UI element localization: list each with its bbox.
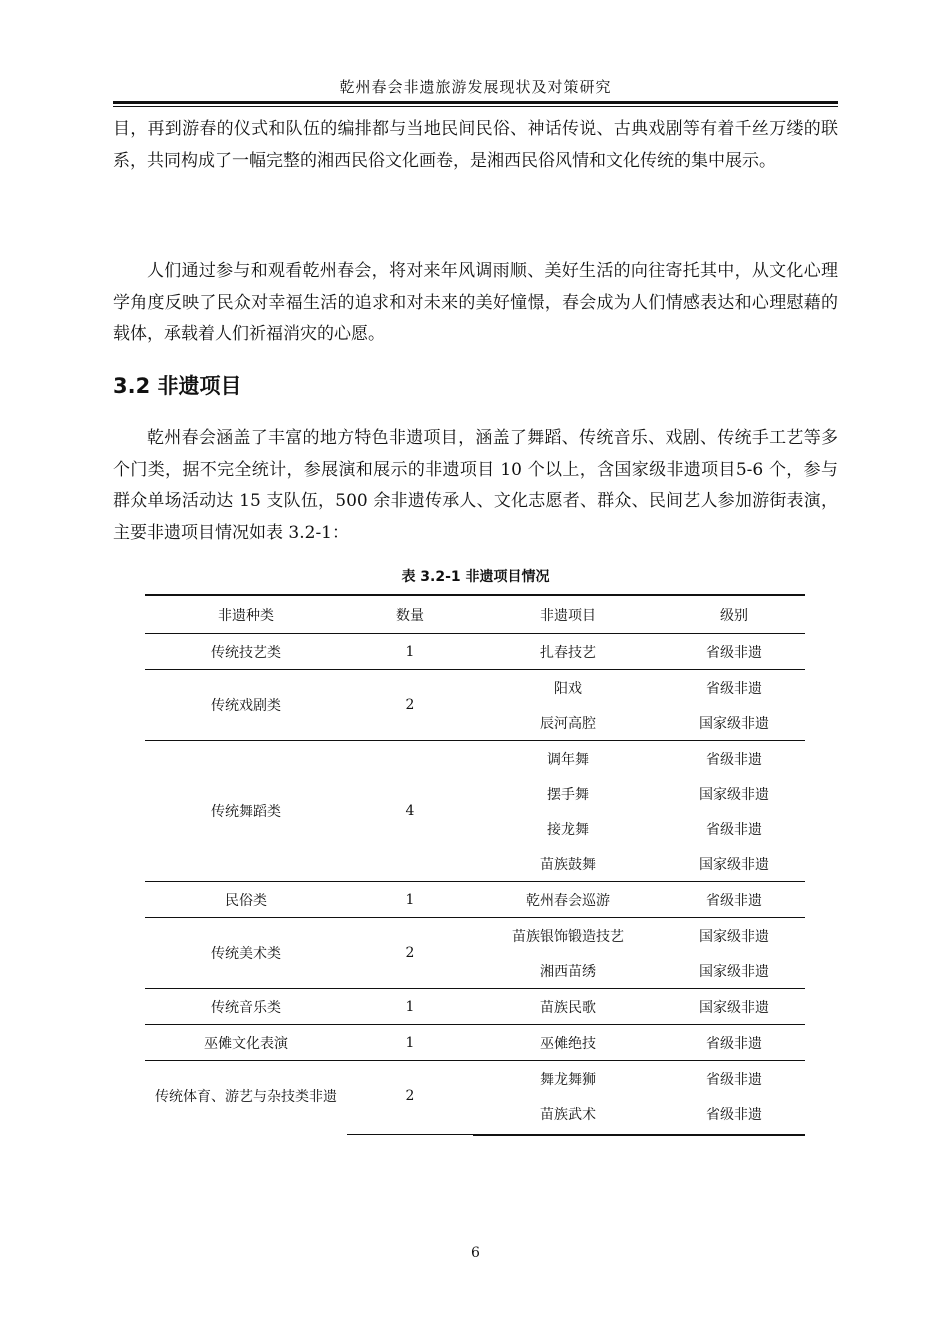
table-bottom-rule-thin	[347, 1134, 473, 1135]
level-cell: 省级非遗	[706, 1071, 762, 1088]
table-row	[145, 634, 805, 670]
table-caption: 表 3.2-1 非遗项目情况	[401, 569, 550, 585]
table-bottom-rule	[473, 1134, 805, 1136]
project-cell: 巫傩绝技	[473, 1025, 663, 1061]
count-cell: 2	[347, 670, 473, 741]
header-project: 非遗项目	[473, 595, 663, 634]
table-row	[145, 741, 805, 777]
category-cell: 传统技艺类	[145, 634, 347, 670]
project-cell: 湘西苗绣	[473, 953, 663, 989]
project-cell: 苗族鼓舞	[473, 846, 663, 882]
project-cell: 阳戏	[554, 680, 582, 697]
level-cell: 国家级非遗	[663, 846, 805, 882]
project-cell: 接龙舞	[547, 821, 589, 838]
heritage-table	[145, 594, 805, 1131]
header-rule-thin	[113, 106, 838, 107]
project-cell: 扎春技艺	[473, 634, 663, 670]
category-cell: 传统音乐类	[145, 989, 347, 1025]
paragraph-heritage-overview: 乾州春会涵盖了丰富的地方特色非遗项目，涵盖了舞蹈、传统音乐、戏剧、传统手工艺等多个门类，据不完全统计，参展演和展示的非遗项目 10 个以上，含国家级非遗项目5-6 个，参与群众单场活动达 15 支队伍，500 余非遗传承人、文化志愿者、群众、民间艺人参加游街表演，主要非遗项目情况如表 3.2-1：	[113, 428, 838, 543]
level-cell: 省级非遗	[706, 1106, 762, 1123]
project-cell: 辰河高腔	[473, 705, 663, 741]
level-cell: 国家级非遗	[663, 989, 805, 1025]
project-cell: 苗族武术	[540, 1106, 596, 1123]
table-row	[145, 882, 805, 918]
count-cell: 1	[347, 989, 473, 1025]
level-cell: 省级非遗	[663, 634, 805, 670]
paragraph-continued: 目，再到游春的仪式和队伍的编排都与当地民间民俗、神话传说、古典戏剧等有着千丝万缕的联系，共同构成了一幅完整的湘西民俗文化画卷，是湘西民俗风情和文化传统的集中展示。	[113, 119, 838, 171]
header-level: 级别	[663, 595, 805, 634]
count-cell: 2	[405, 1088, 415, 1104]
category-cell: 传统美术类	[145, 918, 347, 989]
table-header-row	[145, 595, 805, 634]
header-rule	[113, 101, 838, 104]
category-cell: 巫傩文化表演	[145, 1025, 347, 1061]
section-heading: 3.2 非遗项目	[113, 374, 242, 398]
project-cell: 舞龙舞狮	[540, 1071, 596, 1088]
paragraph-cultural-psychology: 人们通过参与和观看乾州春会，将对来年风调雨顺、美好生活的向往寄托其中，从文化心理学角度反映了民众对幸福生活的追求和对未来的美好憧憬，春会成为人们情感表达和心理慰藉的载体，承载着人们祈福消灾的心愿。	[113, 261, 838, 344]
project-cell: 乾州春会巡游	[473, 882, 663, 918]
category-cell: 传统舞蹈类	[145, 741, 347, 882]
project-cell: 调年舞	[547, 751, 589, 768]
page-number: 6	[471, 1245, 480, 1261]
table-row	[145, 670, 805, 706]
count-cell: 1	[347, 634, 473, 670]
level-cell: 省级非遗	[706, 751, 762, 768]
category-cell: 传统戏剧类	[145, 670, 347, 741]
level-cell: 省级非遗	[706, 821, 762, 838]
table-row	[145, 989, 805, 1025]
table-row	[145, 1025, 805, 1061]
page-header-title: 乾州春会非遗旅游发展现状及对策研究	[339, 78, 612, 96]
header-count: 数量	[347, 595, 473, 634]
category-cell: 传统体育、游艺与杂技类非遗	[155, 1089, 337, 1105]
level-cell: 国家级非遗	[663, 953, 805, 989]
level-cell: 国家级非遗	[663, 705, 805, 741]
count-cell: 1	[347, 1025, 473, 1061]
level-cell: 省级非遗	[663, 882, 805, 918]
level-cell: 省级非遗	[706, 680, 762, 697]
table-row	[145, 918, 805, 954]
header-category: 非遗种类	[145, 595, 347, 634]
level-cell: 国家级非遗	[699, 786, 769, 803]
project-cell: 苗族民歌	[473, 989, 663, 1025]
count-cell: 1	[347, 882, 473, 918]
count-cell: 4	[347, 741, 473, 882]
project-cell: 摆手舞	[547, 786, 589, 803]
level-cell: 省级非遗	[663, 1025, 805, 1061]
table-row	[145, 1061, 805, 1097]
category-cell: 民俗类	[145, 882, 347, 918]
project-cell: 苗族银饰锻造技艺	[512, 928, 624, 945]
count-cell: 2	[347, 918, 473, 989]
level-cell: 国家级非遗	[699, 928, 769, 945]
